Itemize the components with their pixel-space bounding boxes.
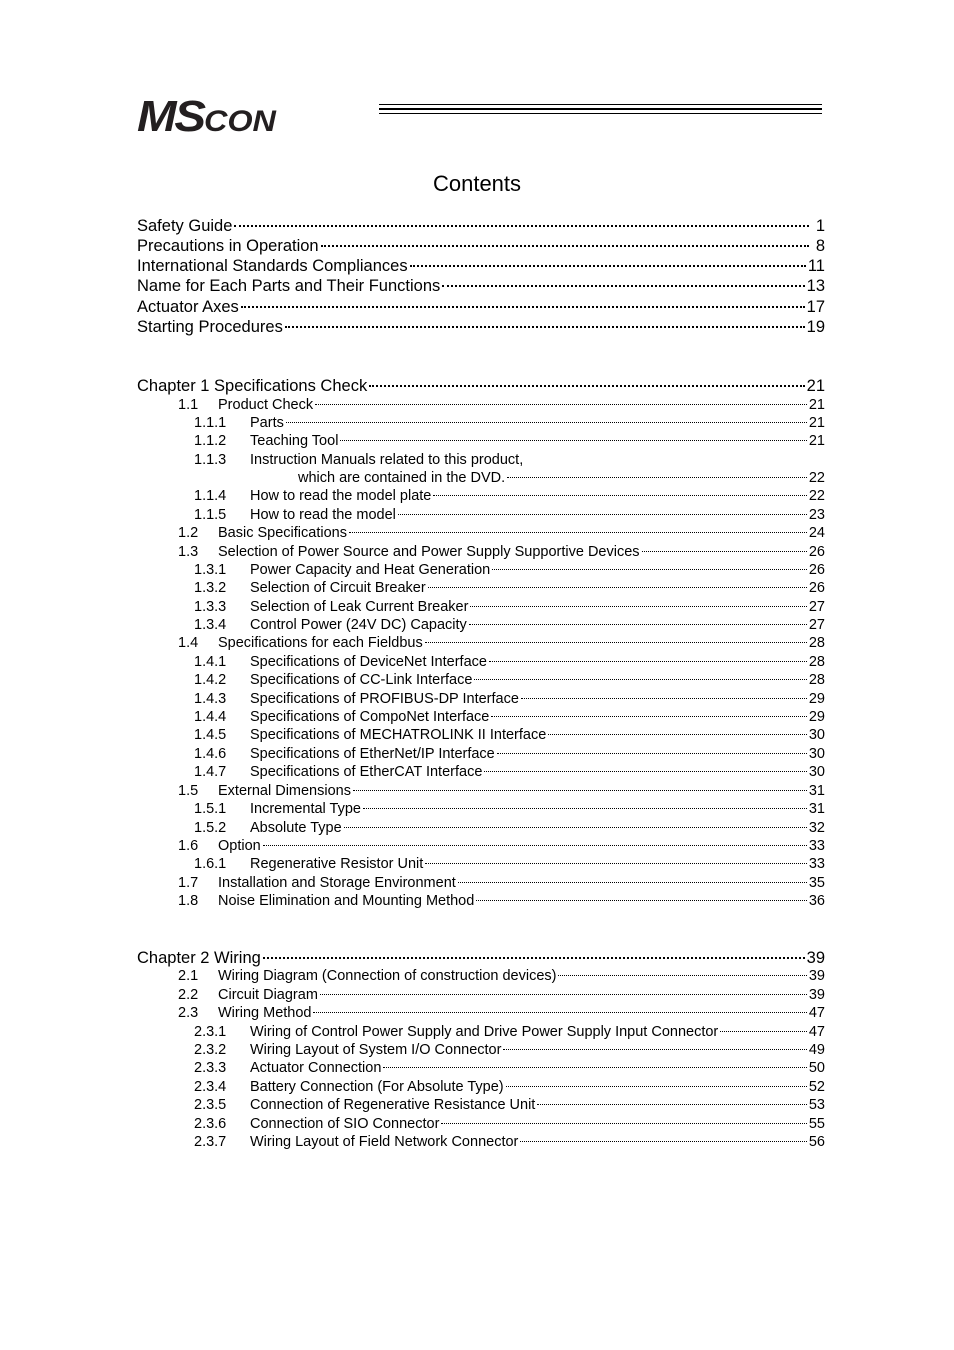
toc-entry[interactable] xyxy=(194,653,825,671)
toc-entry-number: 1.2 xyxy=(178,525,199,541)
toc-entry-number: 1.3.1 xyxy=(194,562,227,578)
dot-leader xyxy=(363,808,807,809)
dot-leader xyxy=(315,404,807,405)
toc-page-number: 27 xyxy=(808,617,825,633)
toc-entry-number: 2.3.4 xyxy=(194,1079,227,1095)
toc-entry[interactable] xyxy=(178,396,825,414)
toc-chapter-entry[interactable] xyxy=(137,276,825,296)
toc-entry-label: Basic Specifications xyxy=(218,525,347,541)
dot-leader xyxy=(537,1104,807,1105)
toc-entry-number: 1.3.4 xyxy=(194,617,227,633)
toc-page-number: 49 xyxy=(808,1042,825,1058)
toc-page-number: 1 xyxy=(815,217,825,235)
toc-entry-number: 2.3.5 xyxy=(194,1097,227,1113)
toc-entry-number: 1.4.2 xyxy=(194,672,227,688)
toc-page-number: 21 xyxy=(806,377,825,395)
toc-entry-number: 1.1.3 xyxy=(194,452,227,468)
toc-page-number: 22 xyxy=(808,488,825,504)
dot-leader xyxy=(497,753,807,754)
toc-page-number: 47 xyxy=(808,1005,825,1021)
toc-page-number: 23 xyxy=(808,507,825,523)
toc-page-number: 21 xyxy=(808,397,825,413)
toc-entry[interactable] xyxy=(194,671,825,689)
dot-leader xyxy=(234,225,809,227)
toc-entry-label: Specifications of PROFIBUS-DP Interface xyxy=(250,691,519,707)
dot-leader xyxy=(428,587,807,588)
toc-page-number: 24 xyxy=(808,525,825,541)
toc-entry-label: Noise Elimination and Mounting Method xyxy=(218,893,475,909)
dot-leader xyxy=(410,265,806,267)
toc-page-number: 30 xyxy=(808,727,825,743)
toc-page-number: 8 xyxy=(815,237,825,255)
toc-entry-label: Specifications of CC-Link Interface xyxy=(250,672,473,688)
toc-entry-label: Chapter 1 Specifications Check xyxy=(137,377,368,395)
toc-entry[interactable] xyxy=(194,690,825,708)
toc-entry[interactable] xyxy=(194,432,825,450)
toc-page-number: 11 xyxy=(807,257,825,275)
dot-leader xyxy=(507,477,807,478)
toc-entry[interactable] xyxy=(178,837,825,855)
toc-entry-label: Connection of Regenerative Resistance Unit xyxy=(250,1097,536,1113)
toc-page-number: 55 xyxy=(808,1116,825,1132)
toc-page-number: 21 xyxy=(808,433,825,449)
toc-page-number: 52 xyxy=(808,1079,825,1095)
toc-entry-number: 1.3.3 xyxy=(194,599,227,615)
toc-entry-number: 1.3 xyxy=(178,544,199,560)
dot-leader xyxy=(340,440,806,441)
toc-page-number: 36 xyxy=(808,893,825,909)
toc-entry[interactable] xyxy=(194,763,825,781)
toc-entry-number: 1.5 xyxy=(178,783,199,799)
toc-entry-label: Wiring Method xyxy=(218,1005,312,1021)
toc-page-number: 32 xyxy=(808,820,825,836)
dot-leader xyxy=(521,698,807,699)
toc-page-number: 35 xyxy=(808,875,825,891)
toc-entry-label: International Standards Compliances xyxy=(137,257,408,275)
dot-leader xyxy=(720,1031,807,1032)
toc-entry[interactable] xyxy=(194,1115,825,1133)
dot-leader xyxy=(263,845,807,846)
dot-leader xyxy=(470,606,806,607)
dot-leader xyxy=(484,771,806,772)
toc-entry-label: Wiring Layout of System I/O Connector xyxy=(250,1042,502,1058)
toc-chapter-entry[interactable] xyxy=(137,317,825,337)
toc-chapter-entry[interactable] xyxy=(137,376,825,396)
dot-leader xyxy=(491,716,806,717)
toc-entry-label: External Dimensions xyxy=(218,783,351,799)
toc-entry-number: 2.3.2 xyxy=(194,1042,227,1058)
toc-page-number: 28 xyxy=(808,635,825,651)
toc-entry-number: 2.2 xyxy=(178,987,199,1003)
toc-page-number: 26 xyxy=(808,544,825,560)
dot-leader xyxy=(383,1067,806,1068)
toc-entry-label: Circuit Diagram xyxy=(218,987,318,1003)
toc-entry-label: Selection of Leak Current Breaker xyxy=(250,599,469,615)
dot-leader xyxy=(369,385,804,387)
toc-page-number: 47 xyxy=(808,1024,825,1040)
toc-entry-number: 1.6.1 xyxy=(194,856,227,872)
toc-entry-label: Safety Guide xyxy=(137,217,233,235)
toc-entry-label: Product Check xyxy=(218,397,314,413)
toc-entry-continuation[interactable] xyxy=(298,469,825,487)
toc-page-number: 39 xyxy=(806,949,825,967)
toc-page-number: 39 xyxy=(808,987,825,1003)
toc-entry-label: Option xyxy=(218,838,261,854)
toc-entry[interactable] xyxy=(194,1059,825,1077)
dot-leader xyxy=(442,285,804,287)
toc-entry-label: which are contained in the DVD. xyxy=(298,470,506,486)
toc-page-number: 33 xyxy=(808,838,825,854)
toc-entry-label: Regenerative Resistor Unit xyxy=(250,856,424,872)
dot-leader xyxy=(320,994,807,995)
toc-entry-label: Incremental Type xyxy=(250,801,361,817)
toc-page-number: 30 xyxy=(808,746,825,762)
toc-entry[interactable] xyxy=(194,598,825,616)
toc-entry-number: 2.3.1 xyxy=(194,1024,227,1040)
header-rule xyxy=(379,108,822,110)
toc-page-number: 30 xyxy=(808,764,825,780)
toc-entry-label: Specifications of EtherCAT Interface xyxy=(250,764,483,780)
toc-entry-label: Specifications for each Fieldbus xyxy=(218,635,423,651)
toc-chapter-entry[interactable] xyxy=(137,948,825,968)
toc-entry-number: 2.1 xyxy=(178,968,199,984)
toc-entry-label: Instruction Manuals related to this product, xyxy=(250,452,524,468)
toc-entry-label: Battery Connection (For Absolute Type) xyxy=(250,1079,504,1095)
toc-entry-number: 1.4.4 xyxy=(194,709,227,725)
toc-page-number: 53 xyxy=(808,1097,825,1113)
toc-entry-label: Control Power (24V DC) Capacity xyxy=(250,617,467,633)
toc-entry[interactable] xyxy=(194,1078,825,1096)
dot-leader xyxy=(344,827,807,828)
toc-entry-number: 1.1.2 xyxy=(194,433,227,449)
toc-entry-number: 1.4.5 xyxy=(194,727,227,743)
toc-entry[interactable] xyxy=(194,1041,825,1059)
toc-entry-number: 1.7 xyxy=(178,875,199,891)
toc-entry[interactable] xyxy=(178,782,825,800)
toc-page-number: 22 xyxy=(808,470,825,486)
toc-page-number: 29 xyxy=(808,709,825,725)
toc-chapter-entry[interactable] xyxy=(137,256,825,276)
toc-entry[interactable] xyxy=(194,745,825,763)
dot-leader xyxy=(476,900,807,901)
toc-chapter-entry[interactable] xyxy=(137,236,825,256)
header-rule xyxy=(379,104,822,105)
toc-entry-number: 2.3.7 xyxy=(194,1134,227,1150)
dot-leader xyxy=(458,882,807,883)
toc-entry-label: Actuator Axes xyxy=(137,298,239,316)
toc-entry-label: Specifications of DeviceNet Interface xyxy=(250,654,487,670)
toc-entry[interactable] xyxy=(178,634,825,652)
toc-entry-label: Precautions in Operation xyxy=(137,237,319,255)
toc-entry-label: Selection of Circuit Breaker xyxy=(250,580,426,596)
toc-entry-number: 1.4.7 xyxy=(194,764,227,780)
dot-leader xyxy=(489,661,807,662)
toc-entry[interactable] xyxy=(194,451,523,469)
toc-entry-number: 1.5.1 xyxy=(194,801,227,817)
toc-page-number: 28 xyxy=(808,654,825,670)
toc-entry-number: 1.4 xyxy=(178,635,199,651)
toc-chapter-entry[interactable] xyxy=(137,297,825,317)
toc-entry-number: 1.3.2 xyxy=(194,580,227,596)
toc-entry-label: Connection of SIO Connector xyxy=(250,1116,440,1132)
toc-page-number: 26 xyxy=(808,580,825,596)
dot-leader xyxy=(469,624,807,625)
toc-entry-label: Selection of Power Source and Power Supply Supportive Devices xyxy=(218,544,640,560)
page-title: Contents xyxy=(432,171,522,196)
dot-leader xyxy=(349,532,807,533)
dot-leader xyxy=(520,1141,806,1142)
toc-entry-number: 2.3.3 xyxy=(194,1060,227,1076)
toc-entry[interactable] xyxy=(178,967,825,985)
toc-page-number: 26 xyxy=(808,562,825,578)
dot-leader xyxy=(425,642,807,643)
toc-entry-label: Specifications of CompoNet Interface xyxy=(250,709,490,725)
toc-entry-number: 2.3 xyxy=(178,1005,199,1021)
toc-entry-label: Wiring Layout of Field Network Connector xyxy=(250,1134,519,1150)
toc-entry-label: How to read the model xyxy=(250,507,396,523)
toc-page-number: 50 xyxy=(808,1060,825,1076)
dot-leader xyxy=(503,1049,806,1050)
toc-entry[interactable] xyxy=(194,487,825,505)
toc-entry[interactable] xyxy=(194,1096,825,1114)
dot-leader xyxy=(433,495,807,496)
toc-page-number: 19 xyxy=(806,318,825,336)
dot-leader xyxy=(353,790,807,791)
dot-leader xyxy=(441,1123,806,1124)
dot-leader xyxy=(285,326,805,328)
toc-entry-label: Wiring Diagram (Connection of construction devices) xyxy=(218,968,557,984)
toc-entry-number: 1.4.1 xyxy=(194,654,227,670)
dot-leader xyxy=(321,245,809,247)
dot-leader xyxy=(506,1086,807,1087)
toc-entry-label: Wiring of Control Power Supply and Drive Power Supply Input Connector xyxy=(250,1024,719,1040)
dot-leader xyxy=(313,1012,806,1013)
dot-leader xyxy=(241,306,805,308)
toc-page-number: 31 xyxy=(808,783,825,799)
header-rule xyxy=(379,113,822,114)
toc-page-number: 17 xyxy=(806,298,825,316)
toc-entry-label: Installation and Storage Environment xyxy=(218,875,456,891)
toc-chapter-entry[interactable] xyxy=(137,216,825,236)
toc-entry[interactable] xyxy=(194,819,825,837)
toc-entry-number: 2.3.6 xyxy=(194,1116,227,1132)
toc-page-number: 29 xyxy=(808,691,825,707)
toc-entry[interactable] xyxy=(194,561,825,579)
dot-leader xyxy=(492,569,807,570)
toc-entry-number: 1.4.6 xyxy=(194,746,227,762)
dot-leader xyxy=(263,957,805,959)
dot-leader xyxy=(398,514,807,515)
toc-entry-label: Teaching Tool xyxy=(250,433,339,449)
toc-entry-number: 1.4.3 xyxy=(194,691,227,707)
toc-page-number: 56 xyxy=(808,1134,825,1150)
toc-entry-label: Specifications of MECHATROLINK II Interface xyxy=(250,727,547,743)
toc-page-number: 27 xyxy=(808,599,825,615)
dot-leader xyxy=(642,551,807,552)
mscon-logo xyxy=(137,92,367,141)
toc-page-number: 31 xyxy=(808,801,825,817)
toc-entry-number: 1.1 xyxy=(178,397,199,413)
toc-page-number: 33 xyxy=(808,856,825,872)
toc-entry-label: Starting Procedures xyxy=(137,318,283,336)
dot-leader xyxy=(558,975,806,976)
toc-entry[interactable] xyxy=(194,726,825,744)
toc-entry-label: Parts xyxy=(250,415,284,431)
dot-leader xyxy=(425,863,807,864)
toc-entry-label: Power Capacity and Heat Generation xyxy=(250,562,491,578)
toc-page-number: 13 xyxy=(806,277,825,295)
toc-entry-label: Chapter 2 Wiring xyxy=(137,949,261,967)
dot-leader xyxy=(548,734,807,735)
toc-entry-number: 1.8 xyxy=(178,893,199,909)
toc-entry[interactable] xyxy=(178,874,825,892)
toc-entry[interactable] xyxy=(194,708,825,726)
toc-entry-label: Actuator Connection xyxy=(250,1060,382,1076)
logo-text: MSCON xyxy=(137,92,276,141)
toc-entry-number: 1.5.2 xyxy=(194,820,227,836)
toc-page-number: 28 xyxy=(808,672,825,688)
toc-entry[interactable] xyxy=(194,616,825,634)
toc-entry-number: 1.1.5 xyxy=(194,507,227,523)
toc-page-number: 21 xyxy=(808,415,825,431)
toc-entry-number: 1.1.1 xyxy=(194,415,227,431)
toc-entry[interactable] xyxy=(194,800,825,818)
toc-entry-label: How to read the model plate xyxy=(250,488,432,504)
toc-entry[interactable] xyxy=(178,1004,825,1022)
dot-leader xyxy=(474,679,806,680)
toc-entry[interactable] xyxy=(178,892,825,910)
toc-entry[interactable] xyxy=(194,506,825,524)
toc-page-number: 39 xyxy=(808,968,825,984)
toc-entry-number: 1.1.4 xyxy=(194,488,227,504)
toc-entry-label: Name for Each Parts and Their Functions xyxy=(137,277,441,295)
toc-entry[interactable] xyxy=(194,579,825,597)
dot-leader xyxy=(286,422,807,423)
toc-entry[interactable] xyxy=(178,524,825,542)
toc-entry-label: Absolute Type xyxy=(250,820,342,836)
toc-entry[interactable] xyxy=(194,1023,825,1041)
toc-entry-label: Specifications of EtherNet/IP Interface xyxy=(250,746,495,762)
toc-entry[interactable] xyxy=(178,543,825,561)
toc-entry[interactable] xyxy=(194,414,825,432)
toc-entry-number: 1.6 xyxy=(178,838,199,854)
toc-entry[interactable] xyxy=(178,986,825,1004)
toc-entry[interactable] xyxy=(194,855,825,873)
toc-entry[interactable] xyxy=(194,1133,825,1151)
